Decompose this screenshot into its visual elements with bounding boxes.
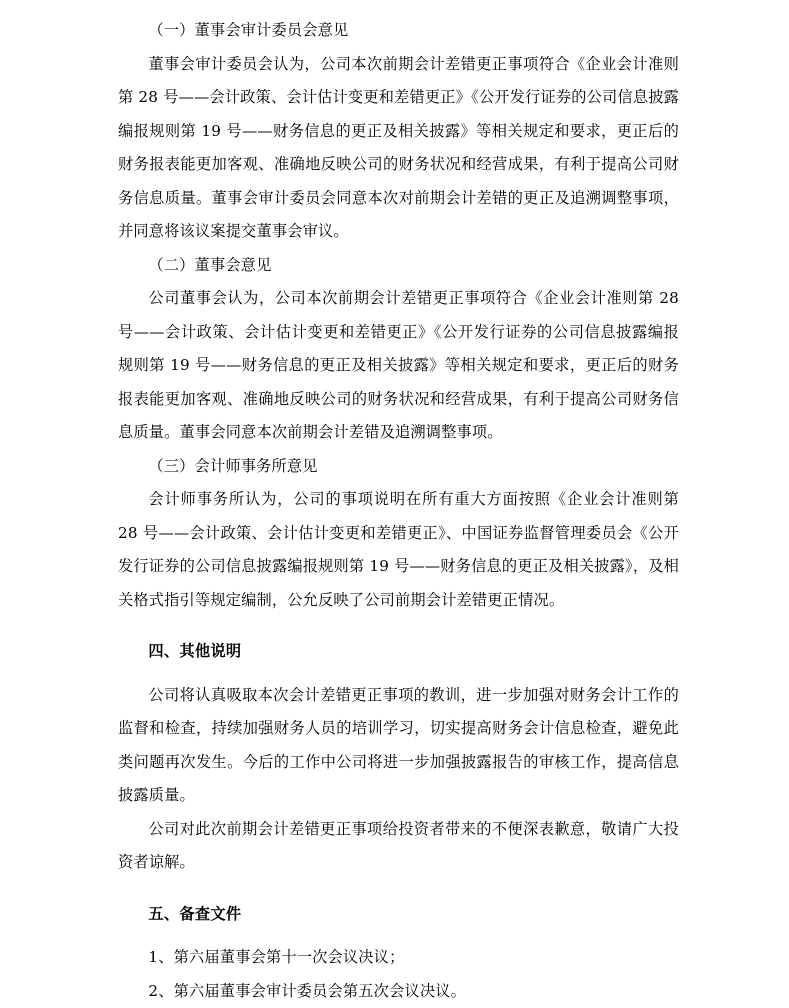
section-heading-other-notes: 四、其他说明 [118, 635, 679, 669]
section-heading-reference-documents: 五、备查文件 [118, 898, 679, 932]
subheading-board-opinion: （二）董事会意见 [118, 249, 679, 283]
section-spacer-2 [118, 669, 679, 679]
section-spacer-1 [118, 617, 679, 635]
reference-document-item-1: 1、第六届董事会第十一次会议决议； [118, 941, 679, 975]
section-spacer-4 [118, 931, 679, 941]
paragraph-board-audit-committee-opinion: 董事会审计委员会认为，公司本次前期会计差错更正事项符合《企业会计准则第 28 号——会计政策、会计估计变更和差错更正》《公开发行证券的公司信息披露编报规则第 19 号——财务信息的更正及相关披露》等相关规定和要求，更正后的财务报表能更加客观、准确地反映公司的财务状况和经营成果，有利于提高公司财务信息质量。董事会审计委员会同意本次对前期会计差错的更正及追溯调整事项，并同意将该议案提交董事会审议。 [118, 48, 679, 249]
paragraph-board-opinion: 公司董事会认为，公司本次前期会计差错更正事项符合《企业会计准则第 28 号——会计政策、会计估计变更和差错更正》《公开发行证券的公司信息披露编报规则第 19 号——财务信息的更正及相关披露》等相关规定和要求，更正后的财务报表能更加客观、准确地反映公司的财务状况和经营成果，有利于提高公司财务信息质量。董事会同意本次前期会计差错及追溯调整事项。 [118, 282, 679, 450]
paragraph-other-notes-apology: 公司对此次前期会计差错更正事项给投资者带来的不便深表歉意，敬请广大投资者谅解。 [118, 813, 679, 880]
section-spacer-3 [118, 880, 679, 898]
reference-document-item-2: 2、第六届董事会审计委员会第五次会议决议。 [118, 975, 679, 1008]
paragraph-other-notes-lessons: 公司将认真吸取本次会计差错更正事项的教训，进一步加强对财务会计工作的监督和检查，持续加强财务人员的培训学习，切实提高财务会计信息检查，避免此类问题再次发生。今后的工作中公司将进一步加强披露报告的审核工作，提高信息披露质量。 [118, 679, 679, 813]
paragraph-accounting-firm-opinion: 会计师事务所认为，公司的事项说明在所有重大方面按照《企业会计准则第 28 号——会计政策、会计估计变更和差错更正》、中国证券监督管理委员会《公开发行证券的公司信息披露编报规则第 19 号——财务信息的更正及相关披露》，及相关格式指引等规定编制，公允反映了公司前期会计差错更正情况。 [118, 483, 679, 617]
subheading-board-audit-committee-opinion: （一）董事会审计委员会意见 [118, 14, 679, 48]
subheading-accounting-firm-opinion: （三）会计师事务所意见 [118, 450, 679, 484]
